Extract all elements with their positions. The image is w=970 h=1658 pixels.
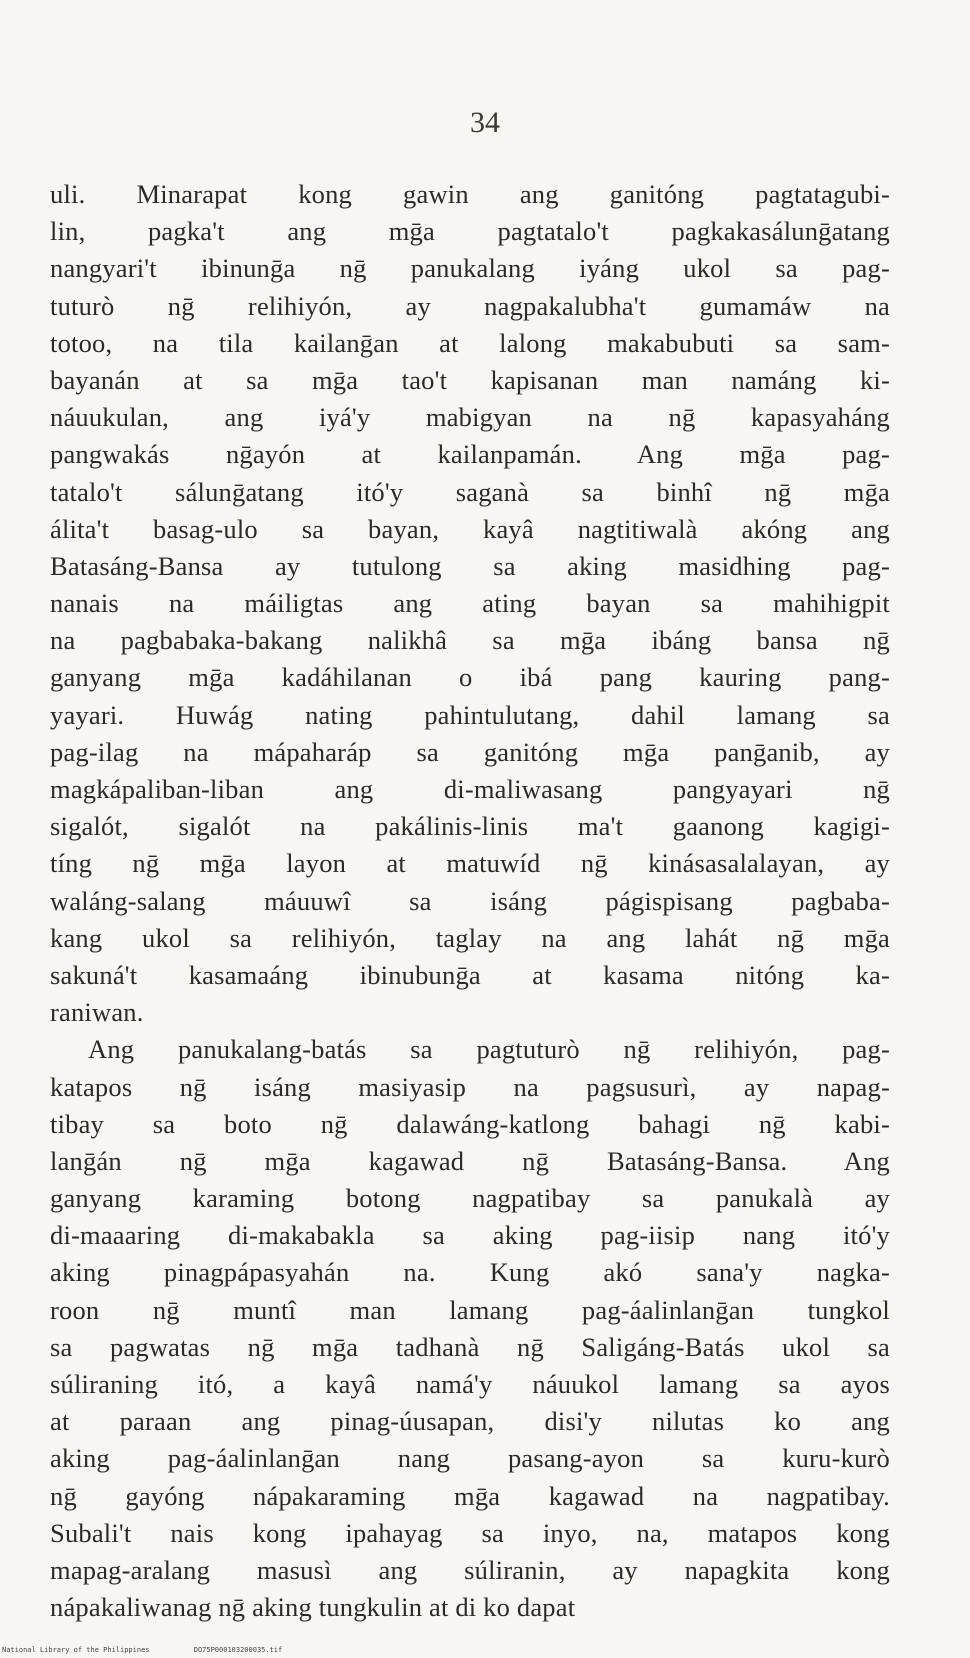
- text-line: di-maaaring di-makabakla sa aking pag-iisip nang itó'y: [50, 1220, 890, 1251]
- text-line: sa pagwatas nḡ mḡa tadhanà nḡ Saligáng-Batás ukol sa: [50, 1331, 890, 1362]
- footer-library: National Library of the Philippines: [2, 1646, 150, 1654]
- text-line: waláng-salang máuuwî sa isáng págispisang pagbaba-: [50, 885, 890, 916]
- scan-footer: [2, 1646, 322, 1654]
- text-line: lin, pagka't ang mḡa pagtatalo't pagkakasálunḡatang: [50, 216, 890, 247]
- text-line: mapag-aralang masusì ang súliranin, ay napagkita kong: [50, 1554, 890, 1585]
- text-line: nanais na máiligtas ang ating bayan sa mahihigpit: [50, 588, 890, 619]
- text-line: nápakaliwanag nḡ aking tungkulin at di ko dapat: [50, 1592, 576, 1623]
- paragraphs: [50, 176, 890, 1626]
- text-line: aking pag-áalinlanḡan nang pasang-ayon sa kuru-kurò: [50, 1443, 890, 1474]
- text-line: at paraan ang pinag-úusapan, disi'y nilutas ko ang: [50, 1406, 890, 1437]
- text-line: bayanán at sa mḡa tao't kapisanan man namáng ki-: [50, 364, 890, 395]
- text-line: magkápaliban-liban ang di-maliwasang pangyayari nḡ: [50, 774, 890, 804]
- text-line: ganyang mḡa kadáhilanan o ibá pang kauring pang-: [50, 662, 890, 693]
- text-line: Ang panukalang-batás sa pagtuturò nḡ relihiyón, pag-: [88, 1034, 890, 1065]
- page-number: 34: [470, 106, 500, 139]
- text-line: lanḡán nḡ mḡa kagawad nḡ Batasáng-Bansa. Ang: [50, 1145, 890, 1176]
- text-line: nangyari't ibinunḡa nḡ panukalang iyáng ukol sa pag-: [50, 253, 890, 284]
- text-line: náuukulan, ang iyá'y mabigyan na nḡ kapasyaháng: [50, 402, 890, 433]
- text-line: roon nḡ muntî man lamang pag-áalinlanḡan tungkol: [50, 1294, 890, 1325]
- paragraph: [50, 176, 890, 1031]
- text-line: kang ukol sa relihiyón, taglay na ang lahát nḡ mḡa: [50, 922, 890, 953]
- text-line: pag-ilag na mápaharáp sa ganitóng mḡa panḡanib, ay: [50, 736, 890, 767]
- paragraph: [50, 1031, 890, 1626]
- text-line: na pagbabaka-bakang nalikhâ sa mḡa ibáng bansa nḡ: [50, 625, 890, 656]
- text-line: sigalót, sigalót na pakálinis-linis ma't gaanong kagigi-: [50, 811, 890, 842]
- text-line: tíng nḡ mḡa layon at matuwíd nḡ kinásasalalayan, ay: [50, 848, 890, 879]
- text-block: [50, 176, 890, 1626]
- footer-file: DO75P000103200035.tif: [193, 1646, 283, 1654]
- text-line: súliraning itó, a kayâ namá'y náuukol lamang sa ayos: [50, 1369, 890, 1399]
- text-line: nḡ gayóng nápakaraming mḡa kagawad na nagpatibay.: [50, 1480, 890, 1511]
- text-line: tatalo't sálunḡatang itó'y saganà sa binhî nḡ mḡa: [50, 476, 890, 507]
- text-line: tuturò nḡ relihiyón, ay nagpakalubha't gumamáw na: [50, 290, 890, 321]
- text-line: raniwan.: [50, 997, 144, 1028]
- text-line: katapos nḡ isáng masiyasip na pagsusurì, ay napag-: [50, 1071, 890, 1102]
- text-line: aking pinagpápasyahán na. Kung akó sana'y nagka-: [50, 1257, 890, 1288]
- text-line: pangwakás nḡayón at kailanpamán. Ang mḡa pag-: [50, 439, 890, 470]
- text-line: yayari. Huwág nating pahintulutang, dahil lamang sa: [50, 699, 890, 730]
- text-line: tibay sa boto nḡ dalawáng-katlong bahagi nḡ kabi-: [50, 1108, 890, 1139]
- text-line: sakuná't kasamaáng ibinubunḡa at kasama nitóng ka-: [50, 959, 890, 990]
- text-line: uli. Minarapat kong gawin ang ganitóng pagtatagubi-: [50, 179, 890, 209]
- text-line: álita't basag-ulo sa bayan, kayâ nagtitiwalà akóng ang: [50, 513, 890, 544]
- text-line: totoo, na tila kailanḡan at lalong makabubuti sa sam-: [50, 327, 890, 358]
- text-line: ganyang karaming botong nagpatibay sa panukalà ay: [50, 1183, 890, 1214]
- text-line: Batasáng-Bansa ay tutulong sa aking masidhing pag-: [50, 550, 890, 581]
- text-line: Subali't nais kong ipahayag sa inyo, na, matapos kong: [50, 1517, 890, 1548]
